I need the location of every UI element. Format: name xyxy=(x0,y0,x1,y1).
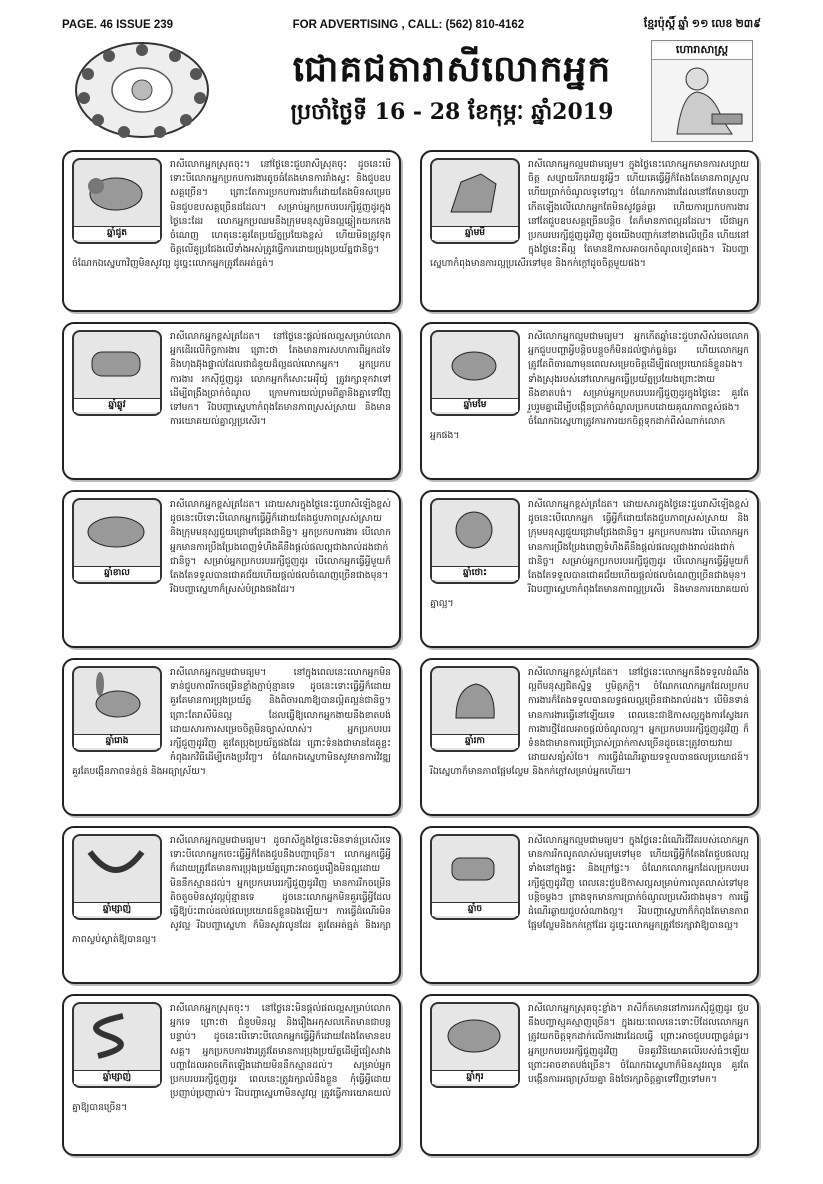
horoscope-card-dog xyxy=(420,826,759,984)
page-header-bar xyxy=(62,16,761,34)
dragon-icon xyxy=(72,834,162,920)
horoscope-text: រាសីលោកអ្នកល្មមជាមធ្យម។ ដូចរាសីក្នុងថ្ងៃនេះមិនទាន់ប្រសើរទេ ទោះបីលោកអ្នកចេះធ្វើអ្វីក៏តែងជួបនឹងបញ្ហាច្រើន។ លោកអ្នកធ្វើអ្វីក៏ដោយត្រូវតែមានការប្រុងប្រយ័ត្នព្រោះអាចជួបរឿងមិនល្អដោយមិននឹកស្មានដល់។ អ្នកប្រកបរបររក្សីជួញដូរវិញ មានការរីកចម្រើនតិចតួចមិនសូវល្អប៉ុន្មានទេ ដូចនេះលោកអ្នកមិនគួរធ្វើអ្វីដែលធ្វើឱ្យប៉ះពាល់ដល់ផលប្រយោជន៍ខ្លួនឯងឡើយ។ ការធ្វើដំណើរមិនសូវល្អ រីឯបញ្ហាស្នេហា ក៏មិនសូវរលូនដែរ គួរតែអត់ធ្មត់ និងរក្សាភាពស្ងប់ស្ងាត់ឱ្យបានល្អ។ xyxy=(72,835,391,946)
horoscope-card-dragon xyxy=(62,826,401,984)
goat-icon xyxy=(430,330,520,416)
pig-icon xyxy=(430,1002,520,1088)
snake-icon xyxy=(72,1002,162,1088)
horoscope-text: រាសីលោកអ្នកល្មមជាមធ្យម។ ក្នុងថ្ងៃនេះលោកអ្នកមានការសប្បាយចិត្ត សប្បាយរីករាយនូវអ្វីៗ ហើយគេធ្វើអ្វីក៏តែងតែមានភាពស្រួលហើយប្រាក់ចំណូលទូទៅល្អ។ ចំណែកការងារដែលនៅតែមានបញ្ហាកើតឡើងលើលោកអ្នកតែមិនសូវធ្ងន់ធ្ងរ ហើយការប្រកបការងារនៅតែជួបឧបសគ្គច្រើនបន្តិច តែក៏មានភាពល្អដដែល។ បើជាអ្នកប្រកបរបរក្សីជួញដូរវិញ ដូចយើងបញ្ជាក់នៅខាងលើច្រើន ហើយនៅក្នុងថ្ងៃនេះគឺល្អ តែមានឱកាសអាចរកចំណូលទៀតផង។ រីឯបញ្ហាស្នេហាកំពុងមានការល្អប្រសើរទៅមុខ និងកក់ក្តៅដូចចិត្តមួយផង។ xyxy=(430,159,749,270)
horoscope-card-rooster xyxy=(420,658,759,816)
astrologer-illustration xyxy=(651,40,753,142)
horoscope-card-monkey xyxy=(420,490,759,648)
horoscope-text: រាសីលោកអ្នកស្រុតចុះ។ នៅថ្ងៃនេះជួបរាសីស្រុតចុះ ដូចនេះបើទោះបីលោកអ្នកប្រកបការងារតូចធំតែងមានការរាំងស្ទះ និងជួបឧបសគ្គច្រើន។ ព្រោះតែការប្រកបការងារក៏ដោយតែងមិនសម្រេច មិនជួបឧបសគ្គច្រើនដដែល។ សម្រាប់អ្នកប្រកបរបរក្សីជួញដូរក្នុងថ្ងៃនេះដែរ លោកអ្នកប្រឈមនឹងក្រុមមនុស្សមិនល្អឆ្លៀតយកកេងចំណេញ ហេតុនេះគួរតែប្រយ័ត្នប្រយែងខ្ពស់ ហើយមិនត្រូវទុកចិត្តលើគូប្រជែងលើទាំងអស់ត្រូវធ្វើការដោយប្រុងប្រយ័ត្នជានិច្ច។ ចំណែកឯស្នេហាវិញមិនសូវល្អ ដូច្នេះលោកអ្នកត្រូវតែអត់ធ្មត់។ xyxy=(72,159,391,270)
horoscope-card-snake xyxy=(62,994,401,1156)
sign-label: ឆ្នាំកុរ xyxy=(432,1070,518,1084)
sign-label: ឆ្នាំម្សាញ់ xyxy=(74,902,160,916)
rooster-icon xyxy=(430,666,520,752)
advertising-contact: FOR ADVERTISING , CALL: (562) 810-4162 xyxy=(292,19,525,31)
sign-label: ឆ្នាំម្សាញ់ xyxy=(74,1070,160,1084)
sign-label: ឆ្នាំមមែ xyxy=(432,398,518,412)
horoscope-text: រាសីលោកអ្នកល្មមជាមធ្យម។ អ្នកកើតឆ្នាំនេះជួបរាសីសំរេចលោកអ្នកជួបបញ្ហាអ្វីបន្តិចបន្តួចក៏មិនដល់ថ្នាក់ធ្ងន់ធ្ងរ ហើយលោកអ្នកត្រូវតែពិចារណាមុនពេលសម្រេចចិត្តដើម្បីផលប្រយោជន៍ខ្លួនឯង។ ទាំងស្រុងរបស់នៅលោកអ្នកធ្វើប្រយ័ត្នប្រយែងព្រោះងាយនឹងខាតបង់។ សម្រាប់អ្នកប្រកបរបររក្សីជួញដូរក្នុងថ្ងៃនេះ គួរតែរួបរួមគ្នាដើម្បីបង្កើនប្រាក់ចំណូលប្រកបដោយគុណភាពខ្ពស់ផង។ ចំណែកឯស្នេហាត្រូវការការយកចិត្តទុកដាក់ពីសំណាក់លោកអ្នកផង។ xyxy=(430,331,749,442)
horoscope-text: រាសីលោកអ្នកស្រុតចុះ។ នៅថ្ងៃនេះមិនផ្តល់ផលល្អសម្រាប់លោកអ្នកទេ ព្រោះថា ជំនួបមិនល្អ និងរឿងអកុសលកើតមានជាបន្តបន្ទាប់។ ដូចនេះបើទោះបីលោកអ្នកធ្វើអ្វីក៏ដោយតែងតែមានឧបសគ្គ។ អ្នកប្រកបការងារត្រូវតែមានការប្រុងប្រយ័ត្នដើម្បីជៀសវាងបញ្ហាដែលអាចកើតឡើងដោយមិននឹកស្មានដល់។ សម្រាប់អ្នកប្រកបរបររក្សីជួញដូរ ពេលនេះត្រូវរក្សាលំនឹងខ្លួន កុំធ្វើអ្វីដោយប្រញាប់ប្រញាល់។ រីឯបញ្ហាស្នេហាមិនសូវល្អ ត្រូវធ្វើការយោគយល់គ្នាឱ្យបានច្រើន។ xyxy=(72,1003,391,1114)
sign-label: ឆ្នាំរោង xyxy=(74,734,160,748)
horoscope-text: រាសីលោកអ្នកខ្ពស់ត្រដែត។ នៅថ្ងៃនេះលោកអ្នកនឹងទទួលដំណឹងល្អពីមនុស្សជិតស្និទ្ធ ឬមិត្តភក្តិ។ ចំណែកលោកអ្នកដែលប្រកបការងារក៏តែងទទួលបានលទ្ធផលល្អច្រើនជាងរាល់ដង។ បើមិនទាន់មានការងារធ្វើនៅឡើយទេ ពេលនេះជាឱកាសល្អក្នុងការស្វែងរកការងារថ្មីដែលអាចផ្តល់ចំណូលល្អ។ អ្នកប្រកបរបររក្សីជួញដូរវិញ ក៏ទំនងជាមានការប្រើប្រាស់ប្រាក់កាសច្រើនដូចនេះត្រូវចាយវាយដោយសន្សំសំចៃ។ ការធ្វើដំណើរឆ្ងាយទទួលបានផលប្រយោជន៍។ រីឯស្នេហាក៏មានភាពផ្អែមល្ហែម និងកក់ក្តៅសម្រាប់អ្នកហើយ។ xyxy=(430,667,749,778)
monkey-icon xyxy=(430,498,520,584)
horoscope-card-rabbit xyxy=(62,658,401,816)
horoscope-card-horse xyxy=(420,150,759,312)
rat-icon xyxy=(72,158,162,244)
horoscope-card-rat xyxy=(62,150,401,312)
horoscope-card-pig xyxy=(420,994,759,1156)
rabbit-icon xyxy=(72,666,162,752)
sign-label: ឆ្នាំខាល xyxy=(74,566,160,580)
horoscope-card-goat xyxy=(420,322,759,480)
ox-icon xyxy=(72,330,162,416)
sign-label: ឆ្នាំថោះ xyxy=(432,566,518,580)
horoscope-text: រាសីលោកអ្នកខ្ពស់ត្រដែត។ នៅថ្ងៃនេះផ្តល់ផលល្អសម្រាប់លោកអ្នកដើរលើកិច្ចការងារ ព្រោះថា តែងមានការសហការពីអ្នកដទៃ និងហុងឆ៊ុងផ្ទាល់ដែលជាជំនួយដ៏ល្អដល់លោកអ្នក។ អ្នកប្រកបការងារ រកស៊ីជួញដូរ លោកអ្នកក៏សោះអេរ៉ីយ៉ូ ត្រូវរក្សាទុកវាទៅដើម្បីពង្រឹងប្រាក់ចំណូល ក្រោមការយល់ព្រមពីគ្នានិងគ្នាទៅវិញទៅមក។ រីឯបញ្ហាស្នេហាកំពុងតែមានភាពស្រស់ស្រាយ និងមានការយោគយល់គ្នាល្អប្រសើរ។ xyxy=(170,331,391,428)
page-issue: PAGE. 46 ISSUE 239 xyxy=(62,19,174,31)
horoscope-card-ox xyxy=(62,322,401,480)
page-title: ជោគជតារាសីលោកអ្នក xyxy=(292,48,612,90)
tiger-icon xyxy=(72,498,162,584)
dog-icon xyxy=(430,834,520,920)
horoscope-card-tiger xyxy=(62,490,401,648)
sign-label: ឆ្នាំជូត xyxy=(74,226,160,240)
date-range-subtitle: ប្រចាំថ្ងៃទី 16 - 28 ខែកុម្ភៈ ឆ្នាំ2019 xyxy=(290,99,614,125)
horoscope-text: រាសីលោកអ្នកខ្ពស់ត្រដែត។ ដោយសារក្នុងថ្ងៃនេះជួបរាសីឡើងខ្ពស់ ដូចនេះបើទោះបីលោកអ្នកធ្វើអ្វីក៏ដោយតែងជួបភាពស្រស់ស្រាយ និងក្រុមមនុស្សជួយជ្រោមជ្រែងជានិច្ច។ អ្នកប្រកបការងារ បើលោកអ្នកមានការប្រឹងប្រែងពេញទំហឹងគឺនឹងផ្តល់ផលល្អជាងរាល់ដងជាក់ជានិច្ច។ សម្រាប់អ្នកប្រកបរបររក្សីជួញដូរ បើលោកអ្នកធ្វើអ្វីមួយក៏តែងតែទទួលបានជោគជ័យហើយផ្តល់ផលចំណេញច្រើនជាងមុន។ រីឯបញ្ហាស្នេហាក៏ស្រស់បំព្រងផងដែរ។ xyxy=(170,499,391,596)
horoscope-text: រាសីលោកអ្នកស្រុតចុះខ្លាំង។ រាសីក៏តមាននៅការរកស៊ីជួញដូរ ជួបនឹងបញ្ហាស្មុគស្មាញច្រើន។ ក្នុងរយៈពេលនេះទោះបីដែលលោកអ្នកត្រូវយកចិត្តទុកដាក់លើការងារដែលធ្វើ ព្រោះអាចជួបបញ្ហាធ្ងន់ធ្ងរ។ អ្នកប្រកបរបររក្សីជួញដូរវិញ មិនគួរវិនិយោគលើរបស់ធំៗឡើយ ព្រោះអាចខាតបង់ច្រើន។ ចំណែកឯស្នេហាក៏មិនសូវរលូន គួរតែបង្កើនការអធ្យាស្រ័យគ្នា និងថែរក្សាចិត្តគ្នាទៅវិញទៅមក។ xyxy=(528,1003,749,1086)
horoscope-text: រាសីលោកអ្នកល្មមជាមធ្យម។ នៅក្នុងពេលនេះលោកអ្នកមិនទាន់ជួបភាពរីកចម្រើនខ្លាំងក្លាប៉ុន្មានទេ ដូចនេះទោះធ្វើអ្វីក៏ដោយ គួរតែមានការប្រុងប្រយ័ត្ន និងពិចារណាឱ្យបានល្អិតល្អន់ជានិច្ច។ ព្រោះតែរាសីមិនល្អ ដែលធ្វើឱ្យលោកអ្នកងាយនឹងខាតបង់ ដោយសារការសម្រេចចិត្តមិនច្បាស់លាស់។ អ្នកប្រកបរបររក្សីជួញដូរវិញ គួរតែប្រុងប្រយ័ត្នផងដែរ ព្រោះទំនងជាមានដៃគូខ្លះកំពុងរកវិធីដើម្បីកេងប្រវ័ញ្ច។ ចំណែកឯស្នេហាមិនសូវមានការវិវឌ្ឍ គួរតែបង្កើនភាពទន់ភ្លន់ និងអធ្យាស្រ័យ។ xyxy=(72,667,391,778)
sign-label: ឆ្នាំច xyxy=(432,902,518,916)
sign-label: ឆ្នាំមមី xyxy=(432,226,518,240)
masthead xyxy=(62,40,761,140)
astrology-label: ហោរាសាស្ត្រ xyxy=(652,43,752,60)
publication-info: ខ្មែរប៉ុស្តិ៍ ឆ្នាំ ១១ លេខ ២៣៩ xyxy=(643,18,761,30)
horoscope-text: រាសីលោកអ្នកល្មមជាមធ្យម។ ក្នុងថ្ងៃនេះដំណើរជីវិតរបស់លោកអ្នកមានការរីកលូតលាស់មធ្យមទៅមុខ ហើយធ្វើអ្វីក៏តែងតែជួបផលល្អទាំងនៅក្នុងផ្ទះ និងក្រៅផ្ទះ។ ចំណែកលោកអ្នកដែលប្រកបរបររក្សីជួញដូរវិញ ពេលនេះជួបឱកាសល្អសម្រាប់ការលូតលាស់ទៅមុខបន្តិចម្តងៗ ព្រាងទុកមានការប្រាក់ចំណូលប្រសើរជាងមុន។ ការធ្វើដំណើរឆ្ងាយជួបសំណាងល្អ។ រីឯបញ្ហាស្នេហាក៏កំពុងតែមានភាពផ្អែមល្ហែមនិងកក់ក្តៅដែរ ដូច្នេះលោកអ្នកត្រូវថែរក្សាវាឱ្យបានល្អ។ xyxy=(528,835,749,932)
sign-label: ឆ្នាំឆ្លូវ xyxy=(74,398,160,412)
astrologer-icon xyxy=(652,59,752,141)
horse-icon xyxy=(430,158,520,244)
horoscope-text: រាសីលោកអ្នកខ្ពស់ត្រដែត។ ដោយសារក្នុងថ្ងៃនេះជួបរាសីឡើងខ្ពស់ដូចនេះបើលោកអ្នក ធ្វើអ្វីក៏ដោយតែងជួបភាពស្រស់ស្រាយ និងក្រុមមនុស្សជួយជ្រោមជ្រែងជានិច្ច។ អ្នកប្រកបការងារ បើលោកអ្នកមានការប្រឹងប្រែងពេញទំហឹងគឺនឹងផ្តល់ផលល្អជាងរាល់ដងជាក់ជានិច្ច។ សម្រាប់អ្នកប្រកបរបររក្សីជួញដូរ បើលោកអ្នកធ្វើអ្វីមួយក៏តែងតែទទួលបានជោគជ័យហើយផ្តល់ផលចំណេញច្រើនជាងមុន។ រីឯបញ្ហាស្នេហាកំពុងតែមានភាពល្អប្រសើរ និងមានការយោគយល់គ្នាល្អ។ xyxy=(430,499,749,610)
sign-label: ឆ្នាំរកា xyxy=(432,734,518,748)
zodiac-wheel-icon xyxy=(72,40,212,140)
